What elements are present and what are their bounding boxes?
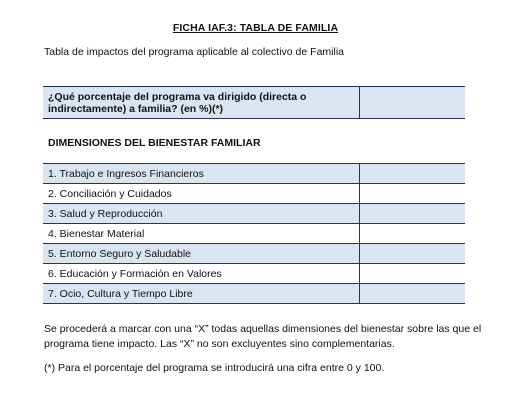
dimension-mark-cell[interactable] — [360, 284, 466, 304]
percentage-input-cell[interactable] — [360, 87, 466, 119]
percentage-footnote: (*) Para el porcentaje del programa se introducirá una cifra entre 0 y 100. — [44, 362, 385, 374]
page-title: FICHA IAF.3: TABLA DE FAMILIA — [172, 22, 339, 34]
percentage-question-label: ¿Qué porcentaje del programa va dirigido (directa o indirectamente) a familia? (en %)(*) — [43, 87, 360, 119]
intro-text: Tabla de impactos del programa aplicable al colectivo de Familia — [44, 46, 344, 58]
dimension-mark-cell[interactable] — [360, 204, 466, 224]
section-heading-row — [43, 119, 465, 164]
dimension-label: 6. Educación y Formación en Valores — [43, 264, 360, 284]
dimension-row — [43, 184, 465, 204]
dimension-row — [43, 164, 465, 184]
dimension-label: 7. Ocio, Cultura y Tiempo Libre — [43, 284, 360, 304]
dimension-row — [43, 284, 465, 304]
dimension-mark-cell[interactable] — [360, 184, 466, 204]
dimension-label: 4. Bienestar Material — [43, 224, 360, 244]
dimension-row — [43, 264, 465, 284]
dimension-mark-cell[interactable] — [360, 224, 466, 244]
dimension-row — [43, 204, 465, 224]
dimension-label: 1. Trabajo e Ingresos Financieros — [43, 164, 360, 184]
dimension-row — [43, 224, 465, 244]
impact-table — [43, 86, 465, 304]
dimension-label: 5. Entorno Seguro y Saludable — [43, 244, 360, 264]
instructions-note: Se procederá a marcar con una “X” todas aquellas dimensiones del bienestar sobre las que el programa tiene impacto. Las “X” no son excluyentes sino complementarias. — [44, 323, 482, 350]
dimension-mark-cell[interactable] — [360, 264, 466, 284]
dimension-row — [43, 244, 465, 264]
dimension-mark-cell[interactable] — [360, 244, 466, 264]
section-heading: DIMENSIONES DEL BIENESTAR FAMILIAR — [48, 137, 261, 149]
dimension-label: 3. Salud y Reproducción — [43, 204, 360, 224]
dimension-mark-cell[interactable] — [360, 164, 466, 184]
dimension-label: 2. Conciliación y Cuidados — [43, 184, 360, 204]
percentage-question-row — [43, 87, 465, 119]
